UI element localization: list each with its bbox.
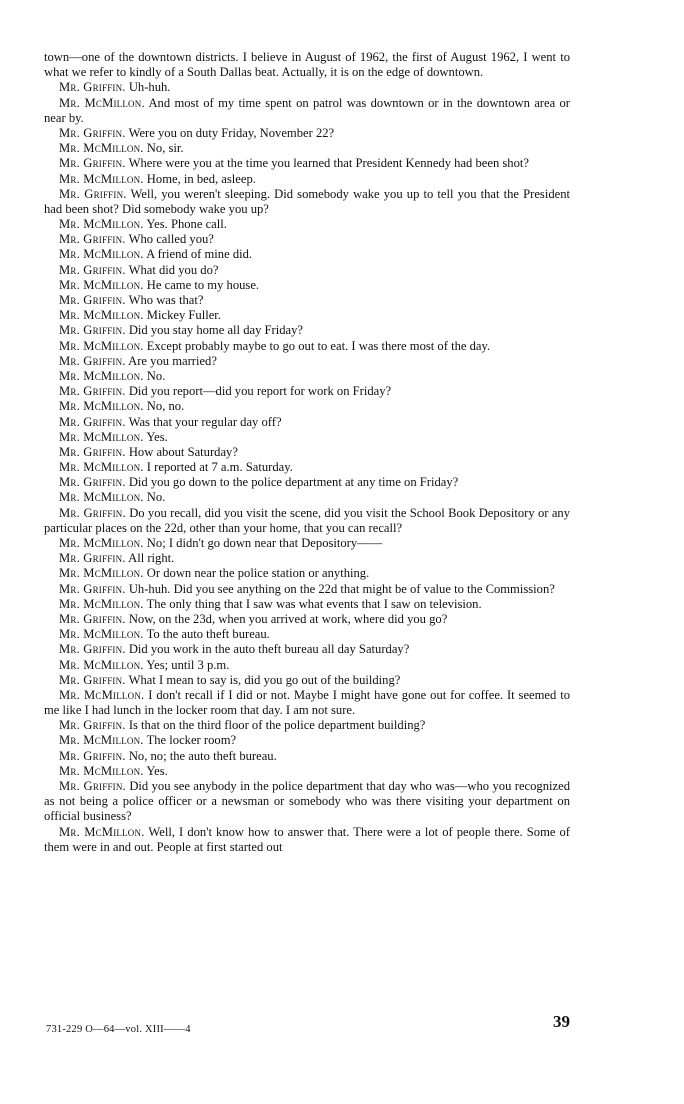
transcript-paragraph bbox=[44, 779, 570, 825]
speech-text: Except probably maybe to go out to eat. I was there most of the day. bbox=[146, 338, 491, 353]
speech-text: Now, on the 23d, when you arrived at work, where did you go? bbox=[128, 611, 448, 626]
speaker-name: Mr. McMillon. bbox=[59, 733, 144, 748]
page-number: 39 bbox=[553, 1012, 570, 1031]
speech-text: No. bbox=[146, 490, 166, 505]
speech-text: Do you recall, did you visit the scene, did you visit the School Book Depository or any particular places on the 22d, other than your home, that you can recall? bbox=[44, 505, 571, 535]
speaker-name: Mr. McMillon. bbox=[59, 536, 144, 550]
speech-text: Was that your regular day off? bbox=[128, 414, 282, 429]
transcript-paragraph bbox=[44, 460, 570, 475]
speech-text: He came to my house. bbox=[146, 277, 260, 292]
transcript-paragraph bbox=[44, 247, 570, 262]
transcript-paragraph bbox=[44, 490, 570, 505]
speaker-name: Mr. McMillon. bbox=[59, 141, 144, 156]
transcript-paragraph bbox=[44, 749, 570, 764]
speech-text: I don't recall if I did or not. Maybe I might have gone out for coffee. It seemed to me like I had lunch in the locker room that day. I am not sure. bbox=[44, 687, 571, 718]
transcript-paragraph bbox=[44, 612, 570, 627]
speech-text: Did you work in the auto theft bureau all day Saturday? bbox=[128, 642, 410, 657]
speech-text: Uh-huh. Did you see anything on the 22d that might be of value to the Commission? bbox=[128, 581, 555, 596]
transcript-paragraph bbox=[44, 566, 570, 581]
transcript-paragraph bbox=[44, 339, 570, 354]
speech-text: No. bbox=[146, 368, 166, 383]
transcript-paragraph bbox=[44, 445, 570, 460]
transcript-paragraph bbox=[44, 278, 570, 293]
speaker-name: Mr. McMillon. bbox=[59, 368, 144, 383]
speaker-name: Mr. McMillon. bbox=[59, 95, 145, 110]
transcript-paragraph bbox=[44, 369, 570, 384]
speaker-name: Mr. McMillon. bbox=[59, 247, 144, 262]
transcript-paragraph bbox=[44, 232, 570, 247]
speech-text: Were you on duty Friday, November 22? bbox=[128, 125, 335, 140]
speaker-name: Mr. McMillon. bbox=[59, 308, 144, 323]
speech-text: No, sir. bbox=[146, 141, 184, 156]
speech-text: I reported at 7 a.m. Saturday. bbox=[146, 460, 293, 475]
transcript-paragraph bbox=[44, 673, 570, 688]
speaker-name: Mr. McMillon. bbox=[59, 217, 144, 232]
speech-text: Did you stay home all day Friday? bbox=[128, 323, 303, 338]
speaker-name: Mr. McMillon. bbox=[59, 566, 144, 581]
speaker-name: Mr. McMillon. bbox=[59, 338, 144, 353]
speaker-name: Mr. Griffin. bbox=[59, 779, 126, 793]
speech-text: Where were you at the time you learned that President Kennedy had been shot? bbox=[128, 156, 529, 171]
print-footer: 731-229 O—64—vol. XIII——4 bbox=[46, 1024, 191, 1035]
transcript-paragraph bbox=[44, 582, 570, 597]
speech-text: A friend of mine did. bbox=[146, 247, 253, 262]
speaker-name: Mr. Griffin. bbox=[59, 505, 126, 520]
speaker-name: Mr. McMillon. bbox=[59, 824, 145, 839]
speech-text: The locker room? bbox=[146, 733, 237, 748]
speaker-name: Mr. McMillon. bbox=[59, 277, 144, 292]
speaker-name: Mr. Griffin. bbox=[59, 323, 126, 338]
speaker-name: Mr. Griffin. bbox=[59, 642, 126, 657]
transcript-paragraph bbox=[44, 642, 570, 657]
speech-text: Who was that? bbox=[128, 293, 204, 307]
speaker-name: Mr. McMillon. bbox=[59, 687, 145, 702]
transcript-paragraph bbox=[44, 308, 570, 323]
speech-text: Well, I don't know how to answer that. There were a lot of people there. Some of them were in and out. People at first started out bbox=[44, 824, 570, 854]
transcript-paragraph bbox=[44, 399, 570, 414]
speaker-name: Mr. McMillon. bbox=[59, 171, 144, 186]
transcript-paragraph bbox=[44, 430, 570, 445]
transcript-paragraph bbox=[44, 80, 570, 95]
transcript-paragraph bbox=[44, 536, 570, 551]
transcript-paragraph bbox=[44, 415, 570, 430]
transcript-paragraph bbox=[44, 506, 570, 536]
speech-text: All right. bbox=[128, 551, 175, 566]
speaker-name: Mr. McMillon. bbox=[59, 399, 144, 414]
transcript-paragraph bbox=[44, 825, 570, 855]
transcript-paragraph bbox=[44, 551, 570, 566]
speech-text: No; I didn't go down near that Depository—— bbox=[146, 536, 383, 550]
speech-text: Did you go down to the police department at any time on Friday? bbox=[128, 475, 459, 490]
transcript-paragraph bbox=[44, 96, 570, 126]
transcript-paragraph bbox=[44, 627, 570, 642]
speaker-name: Mr. Griffin. bbox=[59, 748, 126, 763]
speaker-name: Mr. Griffin. bbox=[59, 186, 127, 201]
transcript-paragraph bbox=[44, 475, 570, 490]
speaker-name: Mr. Griffin. bbox=[59, 232, 126, 247]
speaker-name: Mr. Griffin. bbox=[59, 414, 126, 429]
speech-text: What did you do? bbox=[128, 262, 219, 277]
speaker-name: Mr. Griffin. bbox=[59, 551, 126, 566]
speech-text: Is that on the third floor of the police department building? bbox=[128, 718, 426, 733]
speech-text: Did you see anybody in the police department that day who was—who you recognized as not being a police officer or a newsman or somebody who was there visiting your department on official business? bbox=[44, 779, 570, 824]
speaker-name: Mr. McMillon. bbox=[59, 429, 144, 444]
speech-text: Or down near the police station or anything. bbox=[146, 566, 370, 581]
speaker-name: Mr. Griffin. bbox=[59, 262, 126, 277]
speaker-name: Mr. McMillon. bbox=[59, 627, 144, 642]
speaker-name: Mr. Griffin. bbox=[59, 293, 126, 307]
transcript-paragraph bbox=[44, 658, 570, 673]
speech-text: Yes. Phone call. bbox=[146, 217, 227, 232]
speech-text: How about Saturday? bbox=[128, 444, 238, 459]
speaker-name: Mr. Griffin. bbox=[59, 444, 126, 459]
speaker-name: Mr. McMillon. bbox=[59, 460, 144, 475]
speaker-name: Mr. McMillon. bbox=[59, 657, 144, 672]
speaker-name: Mr. Griffin. bbox=[59, 611, 126, 626]
transcript-body bbox=[44, 50, 570, 855]
transcript-paragraph bbox=[44, 156, 570, 171]
speech-text: No, no. bbox=[146, 399, 185, 414]
transcript-paragraph bbox=[44, 263, 570, 278]
speaker-name: Mr. Griffin. bbox=[59, 384, 126, 399]
speaker-name: Mr. Griffin. bbox=[59, 581, 126, 596]
transcript-paragraph bbox=[44, 126, 570, 141]
speech-text: Uh-huh. bbox=[128, 80, 171, 95]
transcript-paragraph bbox=[44, 172, 570, 187]
speech-text: Yes; until 3 p.m. bbox=[146, 657, 230, 672]
speech-text: What I mean to say is, did you go out of the building? bbox=[128, 672, 401, 687]
speech-text: The only thing that I saw was what events that I saw on television. bbox=[146, 596, 482, 611]
speaker-name: Mr. McMillon. bbox=[59, 596, 144, 611]
transcript-paragraph bbox=[44, 764, 570, 779]
speaker-name: Mr. Griffin. bbox=[59, 156, 126, 171]
speaker-name: Mr. McMillon. bbox=[59, 763, 144, 778]
transcript-paragraph bbox=[44, 718, 570, 733]
speech-text: Home, in bed, asleep. bbox=[146, 171, 256, 186]
speaker-name: Mr. McMillon. bbox=[59, 490, 144, 505]
speech-text: Yes. bbox=[146, 763, 168, 778]
transcript-paragraph bbox=[44, 293, 570, 308]
speech-text: Mickey Fuller. bbox=[146, 308, 221, 323]
transcript-paragraph bbox=[44, 50, 570, 80]
transcript-paragraph bbox=[44, 323, 570, 338]
speech-text: No, no; the auto theft bureau. bbox=[128, 748, 277, 763]
speech-text: Who called you? bbox=[128, 232, 214, 247]
transcript-paragraph bbox=[44, 688, 570, 718]
speaker-name: Mr. Griffin. bbox=[59, 125, 126, 140]
speaker-name: Mr. Griffin. bbox=[59, 718, 126, 733]
speech-text: Did you report—did you report for work on Friday? bbox=[128, 384, 392, 399]
speaker-name: Mr. Griffin. bbox=[59, 80, 126, 95]
transcript-paragraph bbox=[44, 354, 570, 369]
speaker-name: Mr. Griffin. bbox=[59, 353, 126, 368]
speaker-name: Mr. Griffin. bbox=[59, 672, 126, 687]
transcript-paragraph bbox=[44, 597, 570, 612]
transcript-paragraph bbox=[44, 217, 570, 232]
transcript-paragraph bbox=[44, 187, 570, 217]
speech-text: And most of my time spent on patrol was downtown or in the downtown area or near by. bbox=[44, 95, 570, 125]
speech-text: To the auto theft bureau. bbox=[146, 627, 270, 642]
transcript-paragraph bbox=[44, 384, 570, 399]
transcript-paragraph bbox=[44, 141, 570, 156]
speech-text: town—one of the downtown districts. I believe in August of 1962, the first of August 1962, I went to what we refer to kindly of a South Dallas beat. Actually, it is on the edge of downtown. bbox=[44, 50, 570, 80]
speech-text: Well, you weren't sleeping. Did somebody wake you up to tell you that the President had been shot? Did somebody wake you up? bbox=[44, 186, 570, 216]
speech-text: Yes. bbox=[146, 429, 168, 444]
speaker-name: Mr. Griffin. bbox=[59, 475, 126, 490]
transcript-paragraph bbox=[44, 733, 570, 748]
speech-text: Are you married? bbox=[128, 353, 217, 368]
